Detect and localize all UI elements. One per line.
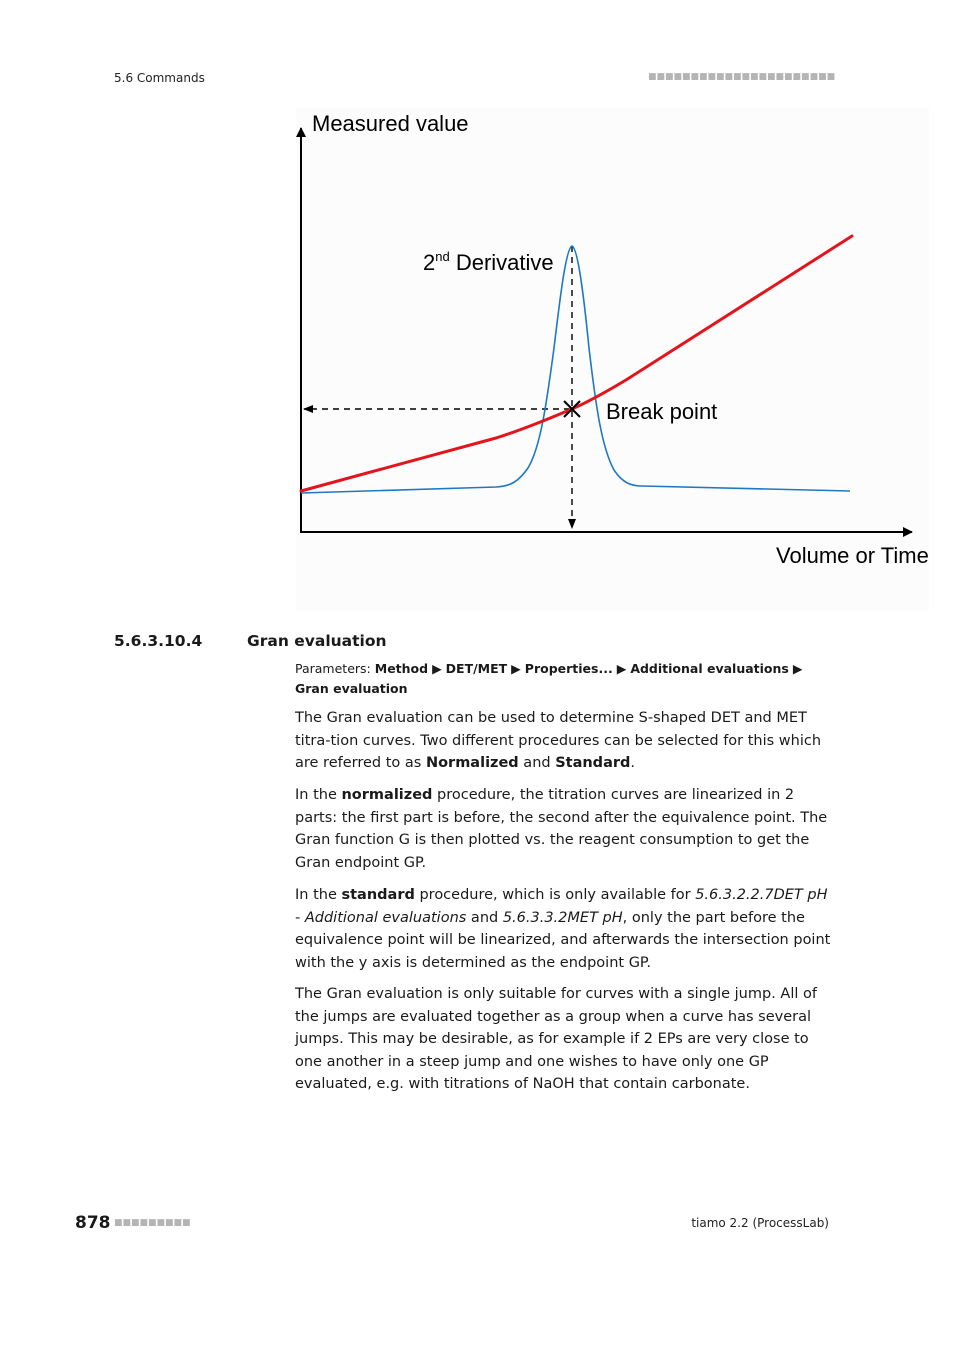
param-path-additional-evaluations: Additional evaluations <box>630 661 789 676</box>
second-derivative-curve <box>301 246 850 493</box>
y-axis-label: Measured value <box>312 111 469 136</box>
titration-curve <box>301 236 852 491</box>
param-path-gran-evaluation: Gran evaluation <box>295 681 408 696</box>
section-number: 5.6.3.10.4 <box>114 632 203 650</box>
cross-reference-met-ph[interactable]: 5.6.3.3.2MET pH <box>502 909 623 926</box>
param-path-method: Method <box>374 661 429 676</box>
x-axis-label: Volume or Time <box>776 543 929 568</box>
break-point-figure <box>296 108 929 610</box>
path-separator-icon: ▶ <box>792 661 803 676</box>
path-separator-icon: ▶ <box>616 661 627 676</box>
paragraph-normalized: In the normalized procedure, the titration curves are linearized in 2 parts: the first part is before, the second after the equivalence point. The Gran function G is then plotted vs. the reagent consumption to get the Gran endpoint GP. <box>295 787 828 871</box>
second-derivative-label: 2nd Derivative <box>423 249 554 275</box>
path-separator-icon: ▶ <box>511 661 521 676</box>
paragraph-suitability: The Gran evaluation is only suitable for curves with a single jump. All of the jumps are evaluated together as a group when a curve has several jumps. This may be desirable, as for example if 2 EPs are very close to one another in a steep jump and one wishes to have only one GP evaluated, e.g. with titrations of NaOH that contain carbonate. <box>295 986 817 1092</box>
param-path-properties: Properties... <box>524 661 613 676</box>
paragraph-standard: In the standard procedure, which is only available for 5.6.3.2.2.7DET pH - Additional evaluations and 5.6.3.3.2MET pH, only the part before the equivalence point will be linearized, and afterwards the intersection point with the y axis is determined as the endpoint GP. <box>295 887 831 971</box>
header-decoration: ■■■■■■■■■■■■■■■■■■■■■■ <box>648 72 836 82</box>
section-title: Gran evaluation <box>247 632 387 650</box>
running-head-section: 5.6 Commands <box>114 71 205 85</box>
param-path-det-met: DET/MET <box>445 661 508 676</box>
path-separator-icon: ▶ <box>432 661 442 676</box>
parameters-path <box>295 659 830 699</box>
cross-reference-det-ph[interactable]: 5.6.3.2.2.7DET pH - Additional evaluations <box>295 887 828 926</box>
break-point-label: Break point <box>606 399 718 424</box>
parameters-label: Parameters: <box>295 661 371 676</box>
break-point-diagram <box>296 108 929 610</box>
page-number: 878 <box>75 1213 111 1233</box>
paragraph-intro: The Gran evaluation can be used to determine S-shaped DET and MET titra-tion curves. Two different procedures can be selected for this which are referred to as Normalized and Standard. <box>295 710 822 771</box>
footer-decoration: ■■■■■■■■■ <box>114 1218 191 1228</box>
footer-product: tiamo 2.2 (ProcessLab) <box>691 1216 829 1230</box>
